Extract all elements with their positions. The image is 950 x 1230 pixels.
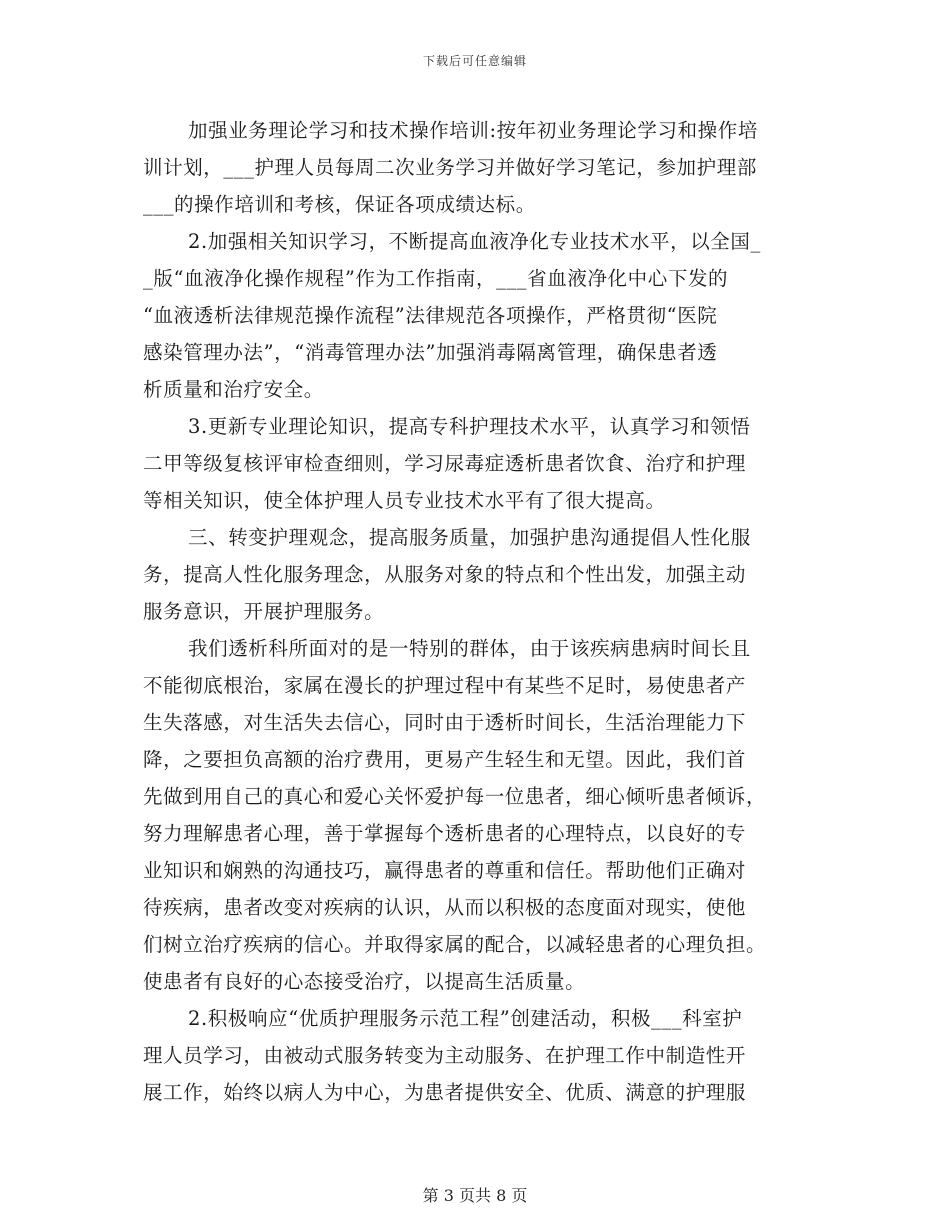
text-line: 先做到用自己的真心和爱心关怀爱护每一位患者，细心倾听患者倾诉，	[143, 785, 767, 808]
document-body	[143, 112, 803, 1111]
text-line: “血液透析法律规范操作流程”法律规范各项操作，严格贯彻“医院	[143, 304, 718, 327]
text-line: 3.更新专业理论知识，提高专科护理技术水平，认真学习和领悟	[188, 415, 751, 438]
text-line: 展工作，始终以病人为中心，为患者提供安全、优质、满意的护理服	[143, 1081, 747, 1104]
text-line: 降，之要担负高额的治疗费用，更易产生轻生和无望。因此，我们首	[143, 748, 747, 771]
text-line: 不能彻底根治，家属在漫长的护理过程中有某些不足时，易使患者产	[143, 674, 747, 697]
text-line: 2.积极响应“优质护理服务示范工程”创建活动，积极___科室护	[188, 1007, 743, 1030]
text-line: 生失落感，对生活失去信心，同时由于透析时间长，生活治理能力下	[143, 711, 747, 734]
text-line: 使患者有良好的心态接受治疗，以提高生活质量。	[143, 970, 586, 993]
text-line: 理人员学习，由被动式服务转变为主动服务、在护理工作中制造性开	[143, 1044, 747, 1067]
text-line: 等相关知识，使全体护理人员专业技术水平有了很大提高。	[143, 489, 666, 512]
text-line: 二甲等级复核评审检查细则，学习尿毒症透析患者饮食、治疗和护理	[143, 452, 747, 475]
text-line: 待疾病，患者改变对疾病的认识，从而以积极的态度面对现实，使他	[143, 896, 747, 919]
text-line: 业知识和娴熟的沟通技巧，赢得患者的尊重和信任。帮助他们正确对	[143, 859, 747, 882]
text-line: 加强业务理论学习和技术操作培训:按年初业务理论学习和操作培	[188, 119, 758, 142]
text-line: 2.加强相关知识学习，不断提高血液净化专业技术水平，以全国_	[188, 230, 761, 253]
text-line: 我们透析科所面对的是一特别的群体，由于该疾病患病时间长且	[188, 637, 751, 660]
text-line: 务，提高人性化服务理念，从服务对象的特点和个性出发，加强主动	[143, 563, 747, 586]
text-line: ___的操作培训和考核，保证各项成绩达标。	[143, 193, 536, 216]
text-line: _版“血液净化操作规程”作为工作指南，___省血液净化中心下发的	[143, 267, 729, 290]
text-line: 训计划，___护理人员每周二次业务学习并做好学习笔记，参加护理部	[143, 156, 757, 179]
text-line: 们树立治疗疾病的信心。并取得家属的配合，以减轻患者的心理负担。	[143, 933, 767, 956]
text-line: 析质量和治疗安全。	[143, 378, 324, 401]
text-line: 服务意识，开展护理服务。	[143, 600, 385, 623]
text-line: 三、转变护理观念，提高服务质量，加强护患沟通提倡人性化服	[188, 526, 751, 549]
text-line: 感染管理办法”，“消毒管理办法”加强消毒隔离管理，确保患者透	[143, 341, 718, 364]
page-footer: 第 3 页共 8 页	[422, 1186, 528, 1205]
text-line: 努力理解患者心理，善于掌握每个透析患者的心理特点，以良好的专	[143, 822, 747, 845]
page-header: 下载后可任意编辑	[422, 54, 527, 68]
